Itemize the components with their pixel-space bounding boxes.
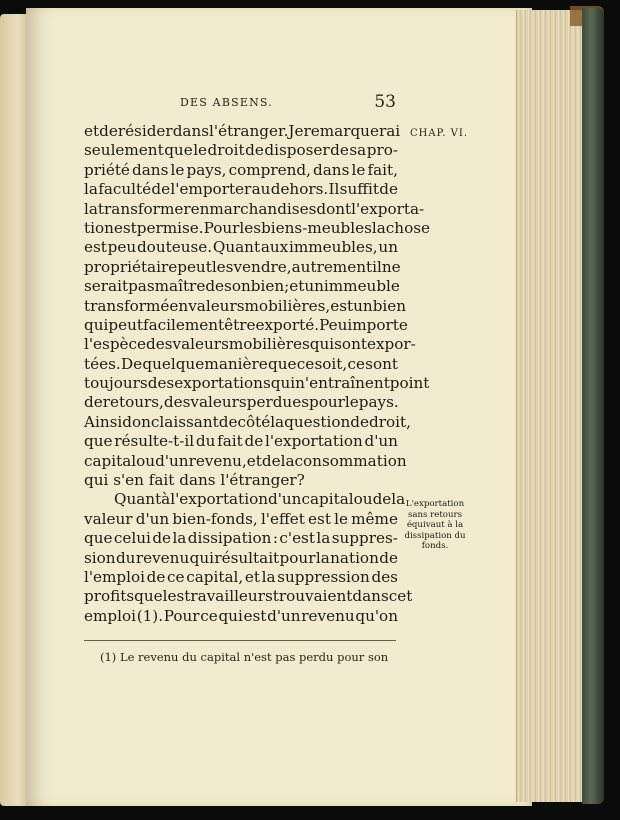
word: serait <box>84 277 129 296</box>
text-line <box>84 238 398 257</box>
word: le <box>351 160 366 179</box>
word: valeurs <box>172 335 229 354</box>
margin-note <box>404 499 466 552</box>
word: pour <box>279 548 316 567</box>
word: pro- <box>366 141 398 160</box>
word: donc <box>122 412 160 431</box>
word: transformé <box>84 296 170 315</box>
word: l'exporta- <box>351 199 425 218</box>
word: manière <box>204 354 268 373</box>
word: est <box>243 606 267 625</box>
word: propriétaire <box>84 257 178 276</box>
word: bien; <box>250 277 290 296</box>
text-line <box>84 393 398 412</box>
word: question <box>284 412 351 431</box>
word: Peu <box>319 315 348 334</box>
word: de <box>245 141 264 160</box>
word: que <box>134 587 163 606</box>
word: nation <box>330 548 379 567</box>
word: peut <box>108 315 143 334</box>
word: pour <box>309 393 345 412</box>
word: la <box>84 199 98 218</box>
word: qui <box>309 335 335 354</box>
word: Pour <box>203 218 240 237</box>
word: l'exportation <box>170 490 268 509</box>
word: et <box>84 122 100 140</box>
word: remarquerai <box>303 122 401 140</box>
word: douteuse. <box>136 238 213 257</box>
word: peu <box>107 238 137 257</box>
word: exporté. <box>255 315 320 334</box>
word: tion <box>84 218 114 237</box>
footnote-rule <box>84 640 396 641</box>
word: et <box>244 567 260 586</box>
word: profits <box>84 587 135 606</box>
word: la <box>391 490 406 509</box>
text-line <box>84 587 413 606</box>
word: fait <box>217 432 243 451</box>
word: peut <box>177 257 212 276</box>
word: le <box>344 393 359 412</box>
word: bien-fonds, <box>172 509 258 528</box>
word: maître <box>154 277 206 296</box>
word: emploi <box>84 606 136 625</box>
word: au <box>251 180 271 199</box>
word: sion <box>84 548 116 567</box>
page-header <box>80 92 400 116</box>
word: pays. <box>358 393 399 412</box>
word: et <box>246 451 262 470</box>
text-line <box>84 277 398 296</box>
word: est <box>308 509 331 528</box>
word: du <box>115 548 136 567</box>
word: mobilières, <box>244 296 331 315</box>
text-line <box>84 549 398 568</box>
word: la <box>280 451 295 470</box>
word: d'un <box>364 432 398 451</box>
word: d'un <box>268 490 302 509</box>
word: de <box>330 141 349 160</box>
word: de <box>350 412 369 431</box>
word: un <box>304 277 324 296</box>
word: (1). <box>136 606 164 625</box>
margin-note-line: sans retours <box>407 509 463 520</box>
word: Je <box>288 122 304 140</box>
word: et <box>289 277 305 296</box>
word: les <box>162 587 185 606</box>
footnote <box>100 650 398 664</box>
word: Il <box>328 180 340 199</box>
word: comprend, <box>228 160 311 179</box>
word: suppres- <box>331 529 398 548</box>
word: mobilières <box>228 335 310 354</box>
word: : <box>272 529 278 548</box>
word: l'étranger. <box>209 122 289 140</box>
word: que <box>84 529 113 548</box>
word: revenu <box>301 606 355 625</box>
word: dans <box>172 122 210 140</box>
text-line <box>84 374 430 393</box>
word: le <box>170 160 185 179</box>
word: pas <box>128 277 155 296</box>
word: perdues <box>246 393 309 412</box>
word: cet <box>388 587 413 606</box>
word: facilement <box>142 315 225 334</box>
text-line <box>84 141 398 160</box>
word: d'un <box>267 606 301 625</box>
word: expor- <box>366 335 416 354</box>
word: la <box>261 567 276 586</box>
word: des <box>163 393 191 412</box>
word: d'un <box>135 509 170 528</box>
word: celui <box>113 529 151 548</box>
text-line <box>84 315 408 335</box>
word: de <box>151 180 171 199</box>
text-line <box>84 161 398 180</box>
word: priété <box>84 160 130 179</box>
word: l'exportation <box>264 432 363 451</box>
text-line <box>84 607 398 626</box>
word: consommation <box>294 451 407 470</box>
word: capital, <box>186 567 244 586</box>
word: dissipation <box>187 529 272 548</box>
word: dehors. <box>270 180 329 199</box>
word: dans <box>352 587 389 606</box>
word: valeur <box>84 509 133 528</box>
text-line <box>84 122 401 141</box>
word: côté <box>237 412 271 431</box>
word: la <box>84 180 98 199</box>
word: la <box>371 218 386 237</box>
word: permise. <box>136 218 204 237</box>
word: fait, <box>367 160 398 179</box>
word: aux <box>260 238 289 257</box>
word: à <box>161 490 171 509</box>
word: vendre, <box>233 257 292 276</box>
word: capital <box>301 490 354 509</box>
page-block-edges <box>516 10 585 802</box>
word: l'effet <box>260 509 305 528</box>
word: de <box>146 567 166 586</box>
word: qui <box>189 548 214 567</box>
margin-note-line: équivaut à la <box>406 520 464 531</box>
word: droit, <box>369 412 411 431</box>
word: son <box>224 277 251 296</box>
word: un <box>353 296 373 315</box>
word: chose <box>385 218 431 237</box>
text-line <box>84 432 398 451</box>
word: la <box>172 529 187 548</box>
word: l'espèce <box>84 335 147 354</box>
word: retours, <box>102 393 164 412</box>
word: quelque <box>142 354 205 373</box>
book-cover <box>582 8 604 804</box>
margin-note-line: fonds. <box>421 541 449 552</box>
word: valeurs <box>190 393 247 412</box>
word: Quant <box>114 490 162 509</box>
word: de <box>372 490 392 509</box>
word: revenu, <box>188 451 247 470</box>
word: suppression <box>277 567 370 586</box>
word: Ainsi <box>84 412 123 431</box>
word: qui <box>270 374 296 393</box>
word: de <box>84 393 103 412</box>
word: de <box>218 412 238 431</box>
word: les <box>211 257 234 276</box>
word: capital <box>84 451 137 470</box>
text-line <box>84 451 407 471</box>
text-line <box>84 199 425 219</box>
text-line: qui s'en fait dans l'étranger? <box>84 471 305 490</box>
text-line <box>84 218 431 238</box>
word: c'est <box>279 529 315 548</box>
word: trouvaient <box>272 587 353 606</box>
word: transformer <box>97 199 191 218</box>
word: résulte-t-il <box>114 432 195 451</box>
word: dans <box>132 160 169 179</box>
word: marchandises <box>209 199 317 218</box>
word: que <box>268 354 297 373</box>
word: d'un <box>155 451 189 470</box>
word: qu'on <box>355 606 398 625</box>
word: n'entraînent <box>295 374 390 393</box>
word: ou <box>353 490 373 509</box>
word: seulement <box>84 141 164 160</box>
word: qui <box>218 606 243 625</box>
word: même <box>351 509 398 528</box>
word: ce <box>347 354 365 373</box>
word: De <box>120 354 143 373</box>
word: soit, <box>314 354 348 373</box>
word: résultait <box>214 548 280 567</box>
word: ce <box>296 354 315 373</box>
word: sont <box>334 335 367 354</box>
word: importe <box>347 315 408 334</box>
word: que <box>84 432 113 451</box>
word: de <box>244 432 264 451</box>
word: sa <box>349 141 367 160</box>
word: ne <box>381 257 401 276</box>
text-line <box>84 529 398 548</box>
text-line <box>84 568 398 587</box>
word: l'emploi <box>84 567 146 586</box>
text-line <box>84 296 407 316</box>
word: ce <box>200 606 218 625</box>
word: immeubles, <box>289 238 378 257</box>
word: travailleurs <box>184 587 273 606</box>
word: pays, <box>186 160 227 179</box>
footnote-text: (1) Le revenu du capital n'est pas perdu pour son <box>100 650 389 664</box>
word: la <box>315 548 330 567</box>
word: l'emporter <box>170 180 252 199</box>
word: Quant <box>212 238 261 257</box>
word: le <box>193 141 208 160</box>
word: est <box>330 296 354 315</box>
word: de <box>99 122 118 140</box>
word: droit <box>207 141 245 160</box>
word: ou <box>136 451 156 470</box>
word: la <box>270 412 285 431</box>
word: faculté <box>98 180 152 199</box>
word: laissant <box>159 412 219 431</box>
word: des <box>146 335 173 354</box>
word: la <box>316 529 331 548</box>
word: ce <box>167 567 185 586</box>
word: bien <box>372 296 407 315</box>
word: Pour <box>163 606 200 625</box>
text-line <box>84 510 398 529</box>
word: point <box>389 374 430 393</box>
word: de <box>379 180 398 199</box>
word: de <box>261 451 281 470</box>
word: être <box>224 315 256 334</box>
word: du <box>195 432 216 451</box>
word: autrement <box>291 257 373 276</box>
margin-note-line: dissipation du <box>404 530 466 541</box>
word: en <box>169 296 189 315</box>
word: qui <box>84 315 109 334</box>
word: valeurs <box>188 296 245 315</box>
word: les <box>239 218 262 237</box>
word: des <box>147 374 175 393</box>
text-line <box>84 335 416 354</box>
word: sont <box>365 354 398 373</box>
page-number: 53 <box>374 92 396 112</box>
chapter-label: CHAP. VI. <box>410 128 469 139</box>
word: de <box>205 277 225 296</box>
word: de <box>152 529 172 548</box>
word: que <box>164 141 193 160</box>
word: de <box>379 548 398 567</box>
word: est <box>84 238 107 257</box>
word: en <box>190 199 210 218</box>
paragraph-first-line <box>84 490 406 509</box>
word: revenu <box>135 548 190 567</box>
word: il <box>372 257 382 276</box>
text-line <box>84 180 398 199</box>
running-head: DES ABSENS. <box>180 96 273 109</box>
word: résider <box>117 122 173 140</box>
word: disposer <box>264 141 330 160</box>
text-line <box>84 412 411 432</box>
word: est <box>113 218 137 237</box>
word: des <box>371 567 398 586</box>
word: dans <box>313 160 350 179</box>
word: le <box>334 509 348 528</box>
body-text <box>84 122 431 626</box>
word: biens-meubles <box>261 218 372 237</box>
text-line <box>84 355 398 374</box>
margin-note-line: L'exportation <box>405 499 465 509</box>
word: dont <box>316 199 352 218</box>
word: tées. <box>84 354 121 373</box>
word: exportations <box>174 374 271 393</box>
word: suffit <box>339 180 379 199</box>
text-line <box>84 257 401 277</box>
word: toujours <box>84 374 148 393</box>
word: un <box>378 238 398 257</box>
word: immeuble <box>323 277 400 296</box>
